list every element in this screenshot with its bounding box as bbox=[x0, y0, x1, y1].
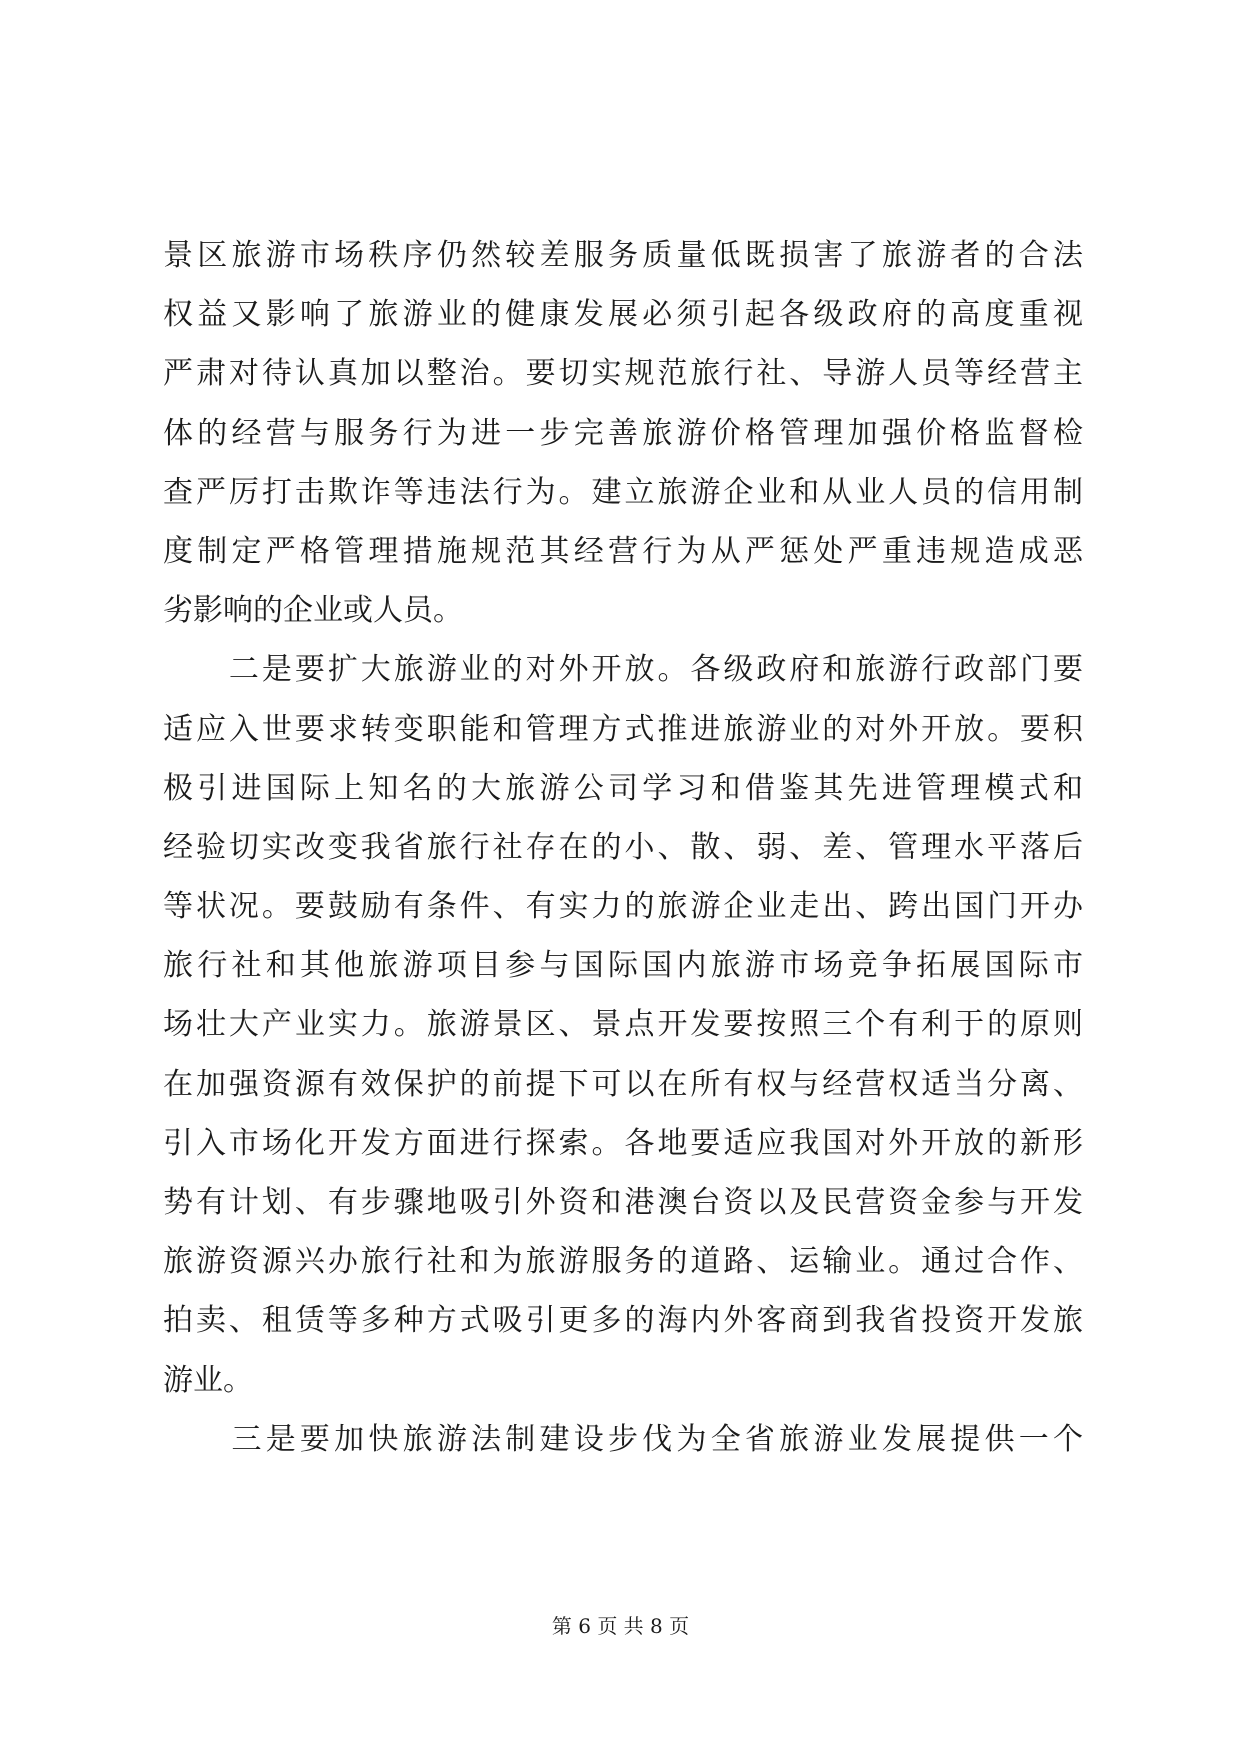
text-line: 度制定严格管理措施规范其经营行为从严惩处严重违规造成恶 bbox=[163, 533, 1083, 569]
text-line: 体的经营与服务行为进一步完善旅游价格管理加强价格监督检 bbox=[163, 415, 1083, 451]
text-line: 等状况。要鼓励有条件、有实力的旅游企业走出、跨出国门开办 bbox=[163, 889, 1083, 925]
text-line: 景区旅游市场秩序仍然较差服务质量低既损害了旅游者的合法 bbox=[163, 238, 1083, 273]
text-line: 适应入世要求转变职能和管理方式推进旅游业的对外开放。要积 bbox=[163, 711, 1083, 747]
text-line: 劣影响的企业或人员。 bbox=[163, 593, 463, 629]
text-line: 极引进国际上知名的大旅游公司学习和借鉴其先进管理模式和 bbox=[163, 770, 1083, 806]
text-line: 三是要加快旅游法制建设步伐为全省旅游业发展提供一个 bbox=[163, 1421, 1083, 1457]
text-line: 二是要扩大旅游业的对外开放。各级政府和旅游行政部门要 bbox=[163, 652, 1083, 688]
body-text bbox=[163, 226, 1083, 1469]
page-footer: 第 6 页 共 8 页 bbox=[551, 1614, 690, 1638]
text-line: 严肃对待认真加以整治。要切实规范旅行社、导游人员等经营主 bbox=[163, 356, 1083, 392]
text-line: 旅游资源兴办旅行社和为旅游服务的道路、运输业。通过合作、 bbox=[163, 1244, 1083, 1280]
text-line: 在加强资源有效保护的前提下可以在所有权与经营权适当分离、 bbox=[163, 1066, 1083, 1102]
text-line: 拍卖、租赁等多种方式吸引更多的海内外客商到我省投资开发旅 bbox=[163, 1303, 1083, 1339]
text-line: 引入市场化开发方面进行探索。各地要适应我国对外开放的新形 bbox=[163, 1125, 1083, 1161]
text-line: 游业。 bbox=[163, 1362, 253, 1398]
text-line: 经验切实改变我省旅行社存在的小、散、弱、差、管理水平落后 bbox=[163, 829, 1083, 865]
text-line: 场壮大产业实力。旅游景区、景点开发要按照三个有利于的原则 bbox=[163, 1007, 1083, 1043]
text-line: 查严厉打击欺诈等违法行为。建立旅游企业和从业人员的信用制 bbox=[163, 474, 1083, 510]
text-line: 势有计划、有步骤地吸引外资和港澳台资以及民营资金参与开发 bbox=[163, 1185, 1083, 1220]
text-line: 旅行社和其他旅游项目参与国际国内旅游市场竞争拓展国际市 bbox=[163, 948, 1083, 984]
text-line: 权益又影响了旅游业的健康发展必须引起各级政府的高度重视 bbox=[163, 297, 1083, 333]
